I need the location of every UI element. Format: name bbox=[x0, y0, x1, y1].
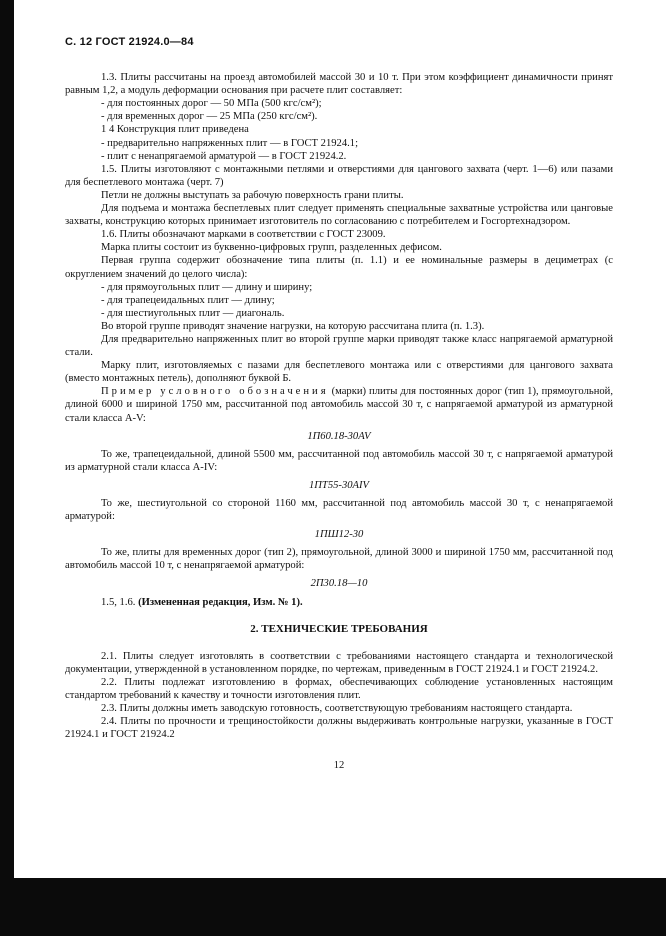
paragraph: То же, плиты для временных дорог (тип 2), прямоугольной, длиной 3000 и шириной 1750 мм, рассчитанной под автомобиль массой 10 т, с ненапрягаемой арматурой: bbox=[65, 547, 613, 572]
designation-formula: 2П30.18—10 bbox=[310, 578, 368, 590]
list-item: - для трапецеидальных плит — длину; bbox=[101, 294, 275, 306]
paragraph: То же, шестиугольной со стороной 1160 мм, рассчитанной под автомобиль массой 30 т, с ненапрягаемой арматурой: bbox=[65, 498, 613, 523]
page-number: 12 bbox=[333, 760, 345, 772]
paragraph-1-5: 1.5. Плиты изготовляют с монтажными петлями и отверстиями для цангового захвата (черт. 1—6) или пазами для беспетлевого монтажа (черт. 7) bbox=[65, 163, 613, 188]
paragraph: Первая группа содержит обозначение типа плиты (п. 1.1) и ее номинальные размеры в дециметрах (с округлением значений до целого числа): bbox=[65, 255, 613, 280]
list-item: - предварительно напряженных плит — в ГОСТ 21924.1; bbox=[101, 137, 359, 149]
amendment-label: (Измененная редакция, Изм. № 1). bbox=[138, 596, 303, 608]
example-text: (марки) плиты для постоянных дорог (тип 1), прямоугольной, длиной 6000 и шириной 1750 мм, рассчитанной под автомобиль массой 30 т, с напрягаемой арматурой из арматурной стали класса А-V: bbox=[65, 386, 613, 424]
paragraph-2-1: 2.1. Плиты следует изготовлять в соответствии с требованиями настоящего стандарта и технологической документации, утвержденной в установленном порядке, по чертежам, приведенным в ГОСТ 21924.1 и ГОСТ 21924.2. bbox=[65, 650, 613, 675]
list-item: - плит с ненапрягаемой арматурой — в ГОСТ 21924.2. bbox=[101, 150, 347, 162]
page-header: С. 12 ГОСТ 21924.0—84 bbox=[65, 36, 194, 48]
list-item: - для временных дорог — 25 МПа (250 кгс/см²). bbox=[101, 111, 318, 123]
amendment-ref: 1.5, 1.6. bbox=[101, 596, 139, 608]
paragraph-2-4: 2.4. Плиты по прочности и трещиностойкости должны выдерживать контрольные нагрузки, указанные в ГОСТ 21924.1 и ГОСТ 21924.2 bbox=[65, 716, 613, 741]
paragraph-1-6: 1.6. Плиты обозначают марками в соответствии с ГОСТ 23009. bbox=[101, 229, 386, 241]
list-item: - для постоянных дорог — 50 МПа (500 кгс/см²); bbox=[101, 98, 322, 110]
example-paragraph bbox=[65, 385, 613, 424]
scan-edge-left bbox=[0, 0, 14, 878]
paragraph-1-4: 1 4 Конструкция плит приведена bbox=[101, 124, 249, 136]
paragraph: Во второй группе приводят значение нагрузки, на которую рассчитана плита (п. 1.3). bbox=[101, 320, 485, 332]
paragraph: Марку плит, изготовляемых с пазами для беспетлевого монтажа или с отверстиями для цангового захвата (вместо монтажных петель), дополняют буквой Б. bbox=[65, 360, 613, 385]
paragraph: То же, трапецеидальной, длиной 5500 мм, рассчитанной под автомобиль массой 30 т, с напрягаемой арматурой из арматурной стали класса А-IV: bbox=[65, 448, 613, 473]
paragraph-2-2: 2.2. Плиты подлежат изготовлению в формах, обеспечивающих соблюдение установленных настоящим стандартом требований к качеству и точности изготовления плит. bbox=[65, 676, 613, 702]
list-item: - для прямоугольных плит — длину и ширину; bbox=[101, 281, 313, 293]
paragraph: Петли не должны выступать за рабочую поверхность грани плиты. bbox=[101, 189, 404, 201]
section-title: 2. ТЕХНИЧЕСКИЕ ТРЕБОВАНИЯ bbox=[250, 622, 428, 635]
paragraph: Для подъема и монтажа беспетлевых плит следует применять специальные захватные устройства или цанговые захваты, конструкцию которых принимает изготовитель по согласованию с потребителем и Госгортехнадзором. bbox=[65, 203, 613, 228]
example-lead: Пример условного обозначения bbox=[101, 386, 329, 398]
paragraph: Для предварительно напряженных плит во второй группе марки приводят также класс напрягаемой арматурной стали. bbox=[65, 333, 613, 359]
list-item: - для шестиугольных плит — диагональ. bbox=[101, 307, 285, 319]
designation-formula: 1П60.18-30AV bbox=[307, 430, 371, 442]
document-page bbox=[65, 36, 613, 773]
designation-formula: 1ПТ55-30AIV bbox=[308, 479, 370, 491]
scan-edge-bottom bbox=[0, 878, 666, 936]
paragraph: Марка плиты состоит из буквенно-цифровых групп, разделенных дефисом. bbox=[101, 242, 442, 254]
designation-formula: 1ПШ12-30 bbox=[314, 529, 364, 541]
amendment-note bbox=[65, 596, 613, 609]
paragraph-1-3: 1.3. Плиты рассчитаны на проезд автомобилей массой 30 и 10 т. При этом коэффициент динамичности принят равным 1,2, а модуль деформации основания при расчете плит составляет: bbox=[65, 72, 613, 97]
paragraph-2-3: 2.3. Плиты должны иметь заводскую готовность, соответствующую требованиям настоящего стандарта. bbox=[101, 703, 573, 715]
